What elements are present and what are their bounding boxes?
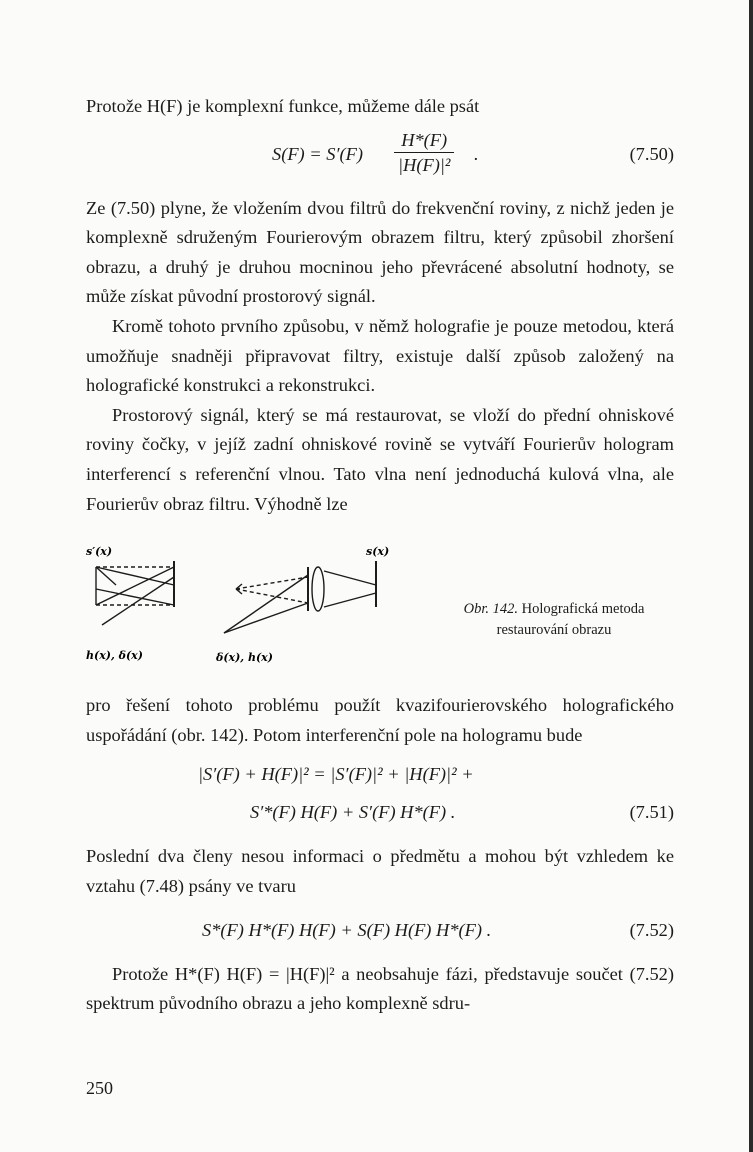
eq-7-52-number: (7.52) <box>629 919 674 940</box>
paragraph-ze: Ze (7.50) plyne, že vložením dvou filtrů do frekvenční roviny, z nichž jeden je komplexně sdruženým Fourierovým obrazem filtru, který způsobil zhoršení obrazu, a druhý je druhou mocninou jeho převrácené absolutní hodnoty, se může získat původní prostorový signál. <box>86 197 674 307</box>
eq-7-51-line1: |S′(F) + H(F)|² = |S′(F)|² + |H(F)|² + <box>198 764 474 785</box>
eq-7-52-expr: S*(F) H*(F) H(F) + S(F) H(F) H*(F) . <box>202 919 492 940</box>
figure-142 <box>86 537 674 675</box>
paragraph-posledni: Poslední dva členy nesou informaci o předmětu a mohou být vzhledem ke vztahu (7.48) psány ve tvaru <box>86 846 674 896</box>
eq-7-50-tail: . <box>474 143 479 164</box>
page-edge-shadow <box>749 0 753 1152</box>
label-s: s(x) <box>366 545 390 559</box>
eq-7-50-fraction <box>394 130 454 176</box>
eq-7-50-numerator: H*(F) <box>394 130 454 153</box>
eq-7-50-lhs: S(F) = S′(F) <box>272 143 363 164</box>
paragraph-pro: pro řešení tohoto problému použít kvazifourierovského holografického uspořádání (obr. 142). Potom interferenční pole na hologramu bude <box>86 695 674 745</box>
intro-paragraph: Protože H(F) je komplexní funkce, můžeme dále psát <box>86 96 480 116</box>
equation-7-51 <box>86 760 674 834</box>
equation-7-50 <box>86 130 674 186</box>
page-number: 250 <box>86 1078 113 1098</box>
label-s-prime: s′(x) <box>86 545 113 559</box>
figure-caption <box>434 599 674 641</box>
caption-text-1: Holografická metoda <box>521 601 645 618</box>
caption-label: Obr. 142. <box>463 601 518 618</box>
label-h-delta: h(x), δ(x) <box>86 649 143 663</box>
eq-7-50-number: (7.50) <box>629 143 674 164</box>
equation-7-52 <box>86 910 674 954</box>
figure-142-diagram <box>86 537 426 675</box>
paragraph-krome: Kromě tohoto prvního způsobu, v němž holografie je pouze metodou, která umožňuje snadněji připravovat filtry, existuje další způsob založený na holografické konstrukci a rekonstrukci. <box>86 315 674 396</box>
paragraph-prostorovy: Prostorový signál, který se má restaurovat, se vloží do přední ohniskové roviny čočky, v jejíž zadní ohniskové rovině se vytváří Fourierův hologram interferencí s referenční vlnou. Tato vlna není jednoduchá kulová vlna, ale Fourierův obraz filtru. Výhodně lze <box>86 404 674 514</box>
label-delta-h: δ(x), h(x) <box>216 651 273 665</box>
page-content <box>86 92 674 1019</box>
eq-7-51-line2: S′*(F) H(F) + S′(F) H*(F) . <box>250 802 456 823</box>
paragraph-protoze: Protože H*(F) H(F) = |H(F)|² a neobsahuje fázi, představuje součet (7.52) spektrum původního obrazu a jeho komplexně sdru- <box>86 963 674 1014</box>
eq-7-51-number: (7.51) <box>629 802 674 823</box>
caption-text-2: restaurování obrazu <box>496 622 612 639</box>
eq-7-50-denominator: |H(F)|² <box>398 154 451 175</box>
